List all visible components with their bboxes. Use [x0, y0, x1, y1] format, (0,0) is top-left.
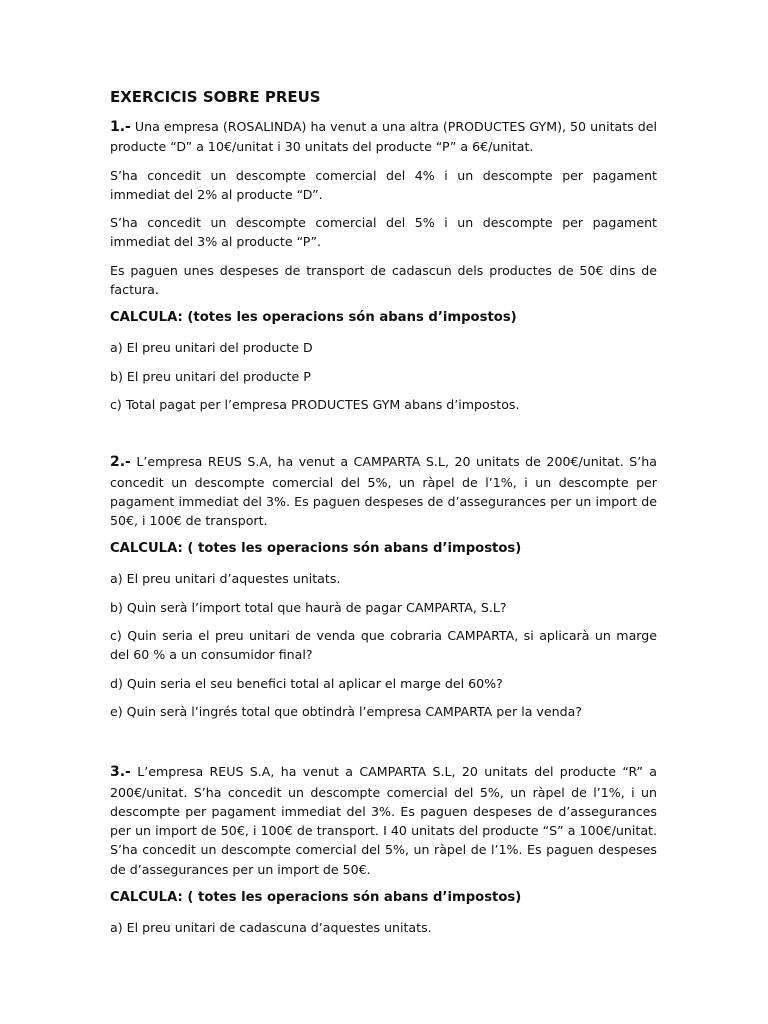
exercise-1-intro-text: Una empresa (ROSALINDA) ha venut a una altra (PRODUCTES GYM), 50 unitats del producte “D” a 10€/unitat i 30 unitats del producte “P” a 6€/unitat. — [110, 119, 657, 155]
exercise-2-question-c: c) Quin seria el preu unitari de venda que cobraria CAMPARTA, si aplicarà un marge del 60 % a un consumidor final? — [110, 628, 657, 663]
exercise-2-calcula-heading: CALCULA: ( totes les operacions són abans d’impostos) — [110, 541, 522, 557]
exercise-2-question-d: d) Quin seria el seu benefici total al aplicar el marge del 60%? — [110, 675, 503, 691]
exercise-3-intro-text: L’empresa REUS S.A, ha venut a CAMPARTA S.L, 20 unitats del producte “R” a 200€/unitat. S’ha concedit un descompte comercial del 5%, un ràpel de l’1%, i un descompte per pagament immediat del 3%. Es paguen despeses de d’assegurances per un import de 50€, i 100€ de transport. I 40 unitats del producte “S” a 100€/unitat. S’ha concedit un descompte comercial del 5%, un ràpel de l’1%. Es paguen despeses de d’assegurances per un import de 50€. — [110, 764, 657, 877]
section-spacer — [110, 730, 657, 762]
exercise-2-intro — [110, 452, 657, 530]
exercise-3-question-a: a) El preu unitari de cadascuna d’aquestes unitats. — [110, 920, 432, 936]
exercise-1-paragraph-3: S’ha concedit un descompte comercial del 5% i un descompte per pagament immediat del 3% al producte “P”. — [110, 215, 657, 250]
exercise-2-question-e: e) Quin serà l’ingrés total que obtindrà l’empresa CAMPARTA per la venda? — [110, 703, 582, 719]
exercise-1-paragraph-2: S’ha concedit un descompte comercial del 4% i un descompte per pagament immediat del 2% al producte “D”. — [110, 167, 657, 202]
exercise-1-intro — [110, 117, 657, 157]
exercise-3-number: 3.- — [110, 764, 131, 781]
exercise-1-question-a: a) El preu unitari del producte D — [110, 340, 313, 356]
exercise-2-intro-text: L’empresa REUS S.A, ha venut a CAMPARTA S.L, 20 unitats de 200€/unitat. S’ha concedit un descompte comercial del 5%, un ràpel de l’1%, i un descompte per pagament immediat del 3%. Es paguen despeses de d’assegurances per un import de 50€, i 100€ de transport. — [110, 454, 657, 529]
exercise-1-question-c: c) Total pagat per l’empresa PRODUCTES GYM abans d’impostos. — [110, 396, 520, 412]
exercise-2-number: 2.- — [110, 454, 131, 471]
exercise-1-question-b: b) El preu unitari del producte P — [110, 368, 311, 384]
exercise-2-question-b: b) Quin serà l’import total que haurà de pagar CAMPARTA, S.L? — [110, 599, 507, 615]
exercise-3-intro — [110, 762, 657, 879]
exercise-1-number: 1.- — [110, 119, 131, 135]
section-spacer — [110, 423, 657, 452]
exercise-1-calcula-heading: CALCULA: (totes les operacions són abans d’impostos) — [110, 310, 517, 326]
exercise-2-question-a: a) El preu unitari d’aquestes unitats. — [110, 571, 341, 587]
exercise-3-calcula-heading: CALCULA: ( totes les operacions són abans d’impostos) — [110, 890, 522, 906]
exercise-1-paragraph-4: Es paguen unes despeses de transport de cadascun dels productes de 50€ dins de factura. — [110, 262, 657, 298]
document-title: EXERCICIS SOBRE PREUS — [110, 88, 321, 106]
